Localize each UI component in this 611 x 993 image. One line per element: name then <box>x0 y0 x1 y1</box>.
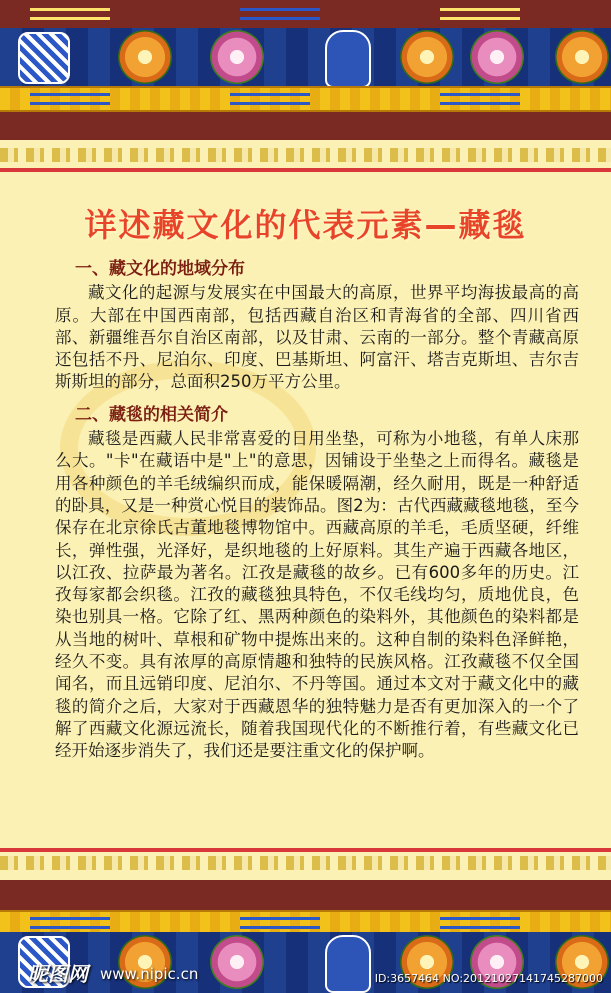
top-gold-strip <box>0 86 611 112</box>
section-paragraph: 藏文化的起源与发展实在中国最大的高原，世界平均海拔最高的高原。大部在中国西南部，包括西藏自治区和青海省的全部、四川省西部、新疆维吾尔自治区南部，以及甘肃、云南的一部分。整个青藏高原还包括不丹、尼泊尔、印度、巴基斯坦、阿富汗、塔吉克斯坦、吉尔吉斯斯坦的部分，总面积250万平方公里。 <box>55 283 579 392</box>
bottom-divider-line <box>0 848 611 852</box>
scroll-ornament <box>440 8 520 20</box>
scroll-ornament <box>240 8 320 20</box>
flower-ornament-icon <box>555 30 609 84</box>
watermark-site: www.nipic.cn <box>100 965 199 983</box>
section-heading: 一、藏文化的地域分布 <box>75 259 245 279</box>
bottom-border-maroon <box>0 880 611 910</box>
flower-ornament-icon <box>118 30 172 84</box>
watermark-id: ID:3657464 NO:20121027141745287000 <box>374 972 603 985</box>
vase-ornament-icon <box>325 935 371 993</box>
top-frieze <box>0 28 611 86</box>
scroll-ornament <box>30 8 110 20</box>
endless-knot-icon <box>18 32 70 84</box>
watermark-logo: 昵图网 <box>28 962 88 986</box>
scroll-ornament <box>440 917 520 929</box>
scroll-ornament <box>30 93 110 105</box>
scroll-ornament <box>230 93 310 105</box>
top-key-pattern <box>0 148 611 162</box>
article-body <box>55 258 579 773</box>
scroll-ornament <box>240 917 320 929</box>
bottom-frieze <box>0 932 611 993</box>
lotus-flower-icon <box>210 30 264 84</box>
scroll-ornament <box>440 93 520 105</box>
top-divider-line <box>0 168 611 172</box>
section-paragraph: 藏毯是西藏人民非常喜爱的日用坐垫，可称为小地毯，有单人床那么大。"卡"在藏语中是"上"的意思，因铺设于坐垫之上而得名。藏毯是用各种颜色的羊毛绒编织而成，能保暖隔潮，经久耐用，既是一种舒适的卧具，又是一种赏心悦目的装饰品。图2为：古代西藏藏毯地毯，至今保存在北京徐氏古董地毯博物馆中。西藏高原的羊毛，毛质坚硬，纤维长，弹性强，光泽好，是织地毯的上好原料。其生产遍于西藏各地区，以江孜、拉萨最为著名。江孜是藏毯的故乡。已有600多年的历史。江孜每家都会织毯。江孜的藏毯独具特色，不仅毛线均匀，质地优良，色染也别具一格。它除了红、黑两种颜色的染料外，其他颜色的染料都是从当地的树叶、草根和矿物中提炼出来的。这种自制的染料色泽鲜艳，经久不变。具有浓厚的高原情趣和独特的民族风格。江孜藏毯不仅全国闻名，而且远销印度、尼泊尔、不丹等国。通过本文对于藏文化中的藏毯的简介之后，大家对于西藏恩华的独特魅力是否有更加深入的一个了解了西藏文化源远流长，随着我国现代化的不断推行着，有些藏文化已经开始逐步消失了，我们还是要注重文化的保护啊。 <box>55 429 579 761</box>
top-maroon-base <box>0 112 611 140</box>
lotus-flower-icon <box>210 935 264 989</box>
lotus-flower-icon <box>470 30 524 84</box>
flower-ornament-icon <box>400 30 454 84</box>
scroll-ornament <box>30 917 110 929</box>
vase-ornament-icon <box>325 30 371 88</box>
top-border-maroon <box>0 0 611 28</box>
page-title: 详述藏文化的代表元素—藏毯 <box>84 206 527 244</box>
bottom-key-pattern <box>0 856 611 870</box>
section-heading: 二、藏毯的相关简介 <box>75 404 228 425</box>
